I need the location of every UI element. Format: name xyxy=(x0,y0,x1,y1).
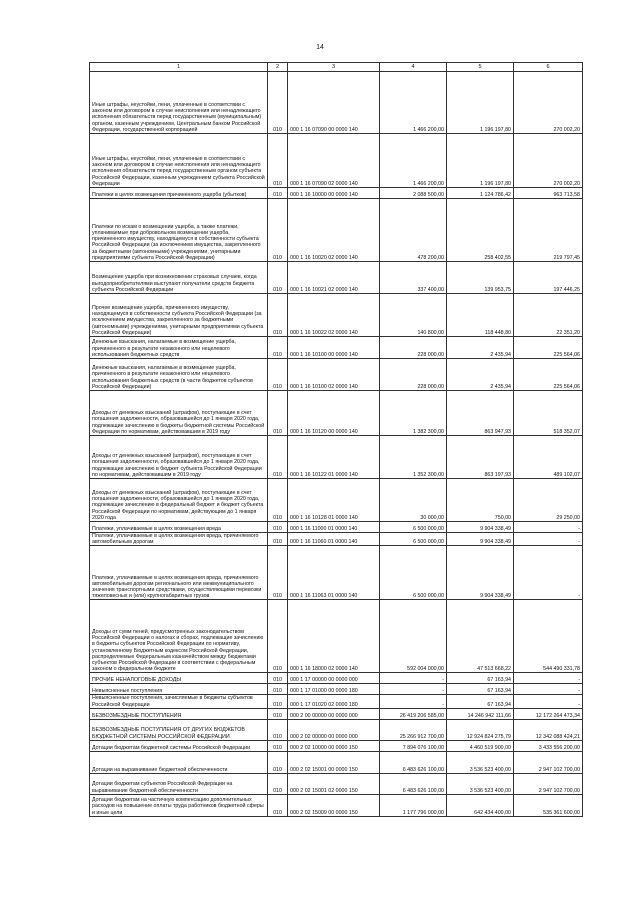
table-row xyxy=(90,740,583,751)
row-kbk: 000 1 16 07090 00 0000 140 xyxy=(288,72,380,134)
row-code: 010 xyxy=(268,199,288,262)
row-name: Доходы от денежных взысканий (штрафов), поступающие в счет погашения задолженности, образовавшейся до 1 января 2020 года, подлежащие зачислению в бюджет субъекта Российской Федерации по нормативам, действовавшим в 2019 году xyxy=(90,436,268,479)
row-fact: 14 246 942 111,66 xyxy=(447,708,514,719)
table-row xyxy=(90,684,583,695)
row-fact: 2 435,94 xyxy=(447,359,514,391)
column-number: 5 xyxy=(447,63,514,72)
row-kbk: 000 1 17 01020 02 0000 180 xyxy=(288,695,380,708)
row-name: Иные штрафы, неустойки, пени, уплаченные в соответствии с законом или договором в случае неисполнения или ненадлежащего исполнения обязательств перед государственным органом субъекта Российской Федерации, казенным учреждением субъекта Российской Федерации xyxy=(90,134,268,188)
row-kbk: 000 1 17 01000 00 0000 180 xyxy=(288,684,380,695)
row-code: 010 xyxy=(268,262,288,294)
row-name: Невыясненные поступления, зачисляемые в бюджеты субъектов Российской Федерации xyxy=(90,695,268,708)
row-kbk: 000 1 16 07090 02 0000 140 xyxy=(288,134,380,188)
column-number-row xyxy=(90,63,583,72)
row-code: 010 xyxy=(268,684,288,695)
column-number: 1 xyxy=(90,63,268,72)
table-row xyxy=(90,262,583,294)
row-plan: - xyxy=(380,673,447,684)
row-name: Платежи, уплачиваемые в целях возмещения вреда, причиняемого автомобильным дорогам xyxy=(90,533,268,546)
row-rest: 2 947 102 700,00 xyxy=(514,773,583,794)
row-rest: - xyxy=(514,522,583,533)
row-fact: 9 904 338,49 xyxy=(447,522,514,533)
row-name: Дотации на выравнивание бюджетной обеспеченности xyxy=(90,751,268,773)
row-kbk: 000 1 17 00000 00 0000 000 xyxy=(288,673,380,684)
table-row xyxy=(90,479,583,522)
row-rest: 535 361 600,00 xyxy=(514,794,583,816)
row-rest: 544 490 331,78 xyxy=(514,600,583,673)
row-rest: 225 564,06 xyxy=(514,359,583,391)
column-number: 3 xyxy=(288,63,380,72)
row-fact: 3 536 523 400,00 xyxy=(447,751,514,773)
row-kbk: 000 1 16 10022 02 0000 140 xyxy=(288,294,380,337)
row-plan: 6 500 000,00 xyxy=(380,533,447,546)
row-kbk: 000 1 16 10128 01 0000 140 xyxy=(288,479,380,522)
column-number: 6 xyxy=(514,63,583,72)
row-name: Дотации бюджетам субъектов Российской Федерации на выравнивание бюджетной обеспеченности xyxy=(90,773,268,794)
row-code: 010 xyxy=(268,773,288,794)
row-code: 010 xyxy=(268,134,288,188)
row-name: Иные штрафы, неустойки, пени, уплаченные в соответствии с законом или договором в случае неисполнения или ненадлежащего исполнения обязательств перед государственным (муниципальным) органом, казенным учреждением, Центральным банком Российской Федерации, государственной корпорацией xyxy=(90,72,268,134)
table-row xyxy=(90,773,583,794)
row-plan: 1 382 300,00 xyxy=(380,391,447,436)
row-name: Денежные взыскания, налагаемые в возмещение ущерба, причиненного в результате незаконного или нецелевого использования бюджетных средств (в части бюджетов субъектов Российской Федерации) xyxy=(90,359,268,391)
row-code: 010 xyxy=(268,600,288,673)
row-code: 010 xyxy=(268,188,288,199)
row-fact: 139 953,75 xyxy=(447,262,514,294)
row-plan: 6 500 000,00 xyxy=(380,546,447,600)
row-plan: 228 000,00 xyxy=(380,337,447,359)
row-plan: 25 266 912 700,00 xyxy=(380,719,447,740)
row-fact: 67 163,94 xyxy=(447,684,514,695)
row-rest: 197 446,25 xyxy=(514,262,583,294)
row-code: 010 xyxy=(268,794,288,816)
table-row xyxy=(90,533,583,546)
row-plan: 1 466 200,00 xyxy=(380,134,447,188)
row-plan: - xyxy=(380,695,447,708)
row-fact: 642 434 400,00 xyxy=(447,794,514,816)
row-fact: 1 196 197,80 xyxy=(447,72,514,134)
table-row xyxy=(90,522,583,533)
row-name: Платежи по искам о возмещении ущерба, а также платежи, уплачиваемые при добровольном возмещении ущерба, причиненного имуществу, находящемуся в собственности субъекта Российской Федерации (за исключением имущества, закрепленного за бюджетными (автономными) учреждениями, унитарными предприятиями субъекта Российской Федерации) xyxy=(90,199,268,262)
row-plan: 140 800,00 xyxy=(380,294,447,337)
row-plan: 1 466 200,00 xyxy=(380,72,447,134)
row-name: БЕЗВОЗМЕЗДНЫЕ ПОСТУПЛЕНИЯ ОТ ДРУГИХ БЮДЖЕТОВ БЮДЖЕТНОЙ СИСТЕМЫ РОССИЙСКОЙ ФЕДЕРАЦИИ xyxy=(90,719,268,740)
row-rest: 518 352,07 xyxy=(514,391,583,436)
row-rest: - xyxy=(514,673,583,684)
table-row xyxy=(90,695,583,708)
row-name: Доходы от денежных взысканий (штрафов), поступающие в счет погашения задолженности, образовавшейся до 1 января 2020 года, подлежащие зачислению в федеральный бюджет и бюджет субъекта Российской Федерации по нормативам, действующим до 1 января 2020 года xyxy=(90,479,268,522)
row-fact: 863 197,93 xyxy=(447,436,514,479)
table-row xyxy=(90,600,583,673)
row-plan: 6 483 626 100,00 xyxy=(380,751,447,773)
row-rest: 270 002,20 xyxy=(514,134,583,188)
row-kbk: 000 1 16 10020 02 0000 140 xyxy=(288,199,380,262)
row-kbk: 000 2 00 00000 00 0000 000 xyxy=(288,708,380,719)
row-plan: 592 004 000,00 xyxy=(380,600,447,673)
column-number: 4 xyxy=(380,63,447,72)
row-name: Доходы от сумм пеней, предусмотренных законодательством Российской Федерации о налогах и сборах, подлежащие зачислению в бюджеты субъектов Российской Федерации по нормативу, установленному Бюджетным кодексом Российской Федерации, распределяемые Федеральным казначейством между бюджетами субъектов Российской Федерации в соответствии с федеральным законом о федеральном бюджете xyxy=(90,600,268,673)
table-row xyxy=(90,391,583,436)
table-row xyxy=(90,134,583,188)
row-kbk: 000 1 16 11060 01 0000 140 xyxy=(288,533,380,546)
row-fact: 118 448,80 xyxy=(447,294,514,337)
revenue-table xyxy=(89,62,583,817)
row-fact: 67 163,94 xyxy=(447,695,514,708)
row-code: 010 xyxy=(268,479,288,522)
row-code: 010 xyxy=(268,695,288,708)
row-code: 010 xyxy=(268,337,288,359)
row-rest: - xyxy=(514,684,583,695)
column-number: 2 xyxy=(268,63,288,72)
row-kbk: 000 1 16 11000 01 0000 140 xyxy=(288,522,380,533)
row-fact: 2 435,94 xyxy=(447,337,514,359)
row-kbk: 000 1 16 10021 02 0000 140 xyxy=(288,262,380,294)
row-kbk: 000 1 16 10100 00 0000 140 xyxy=(288,337,380,359)
row-kbk: 000 1 16 10120 00 0000 140 xyxy=(288,391,380,436)
table-row xyxy=(90,359,583,391)
row-fact: 67 163,94 xyxy=(447,673,514,684)
row-code: 010 xyxy=(268,708,288,719)
row-name: Платежи в целях возмещения причиненного ущерба (убытков) xyxy=(90,188,268,199)
row-fact: 9 904 338,49 xyxy=(447,546,514,600)
row-plan: 26 419 206 585,00 xyxy=(380,708,447,719)
row-code: 010 xyxy=(268,522,288,533)
row-name: Дотации бюджетам на частичную компенсацию дополнительных расходов на повышение оплаты труда работников бюджетной сферы и иные цели xyxy=(90,794,268,816)
table-row xyxy=(90,188,583,199)
row-fact: 47 513 668,22 xyxy=(447,600,514,673)
table-row xyxy=(90,337,583,359)
row-rest: 29 250,00 xyxy=(514,479,583,522)
row-code: 010 xyxy=(268,719,288,740)
row-code: 010 xyxy=(268,359,288,391)
table-row xyxy=(90,708,583,719)
row-name: Возмещение ущерба при возникновении страховых случаев, когда выгодоприобретателями выступают получатели средств бюджета субъекта Российской Федерации xyxy=(90,262,268,294)
row-kbk: 000 2 02 15001 00 0000 150 xyxy=(288,751,380,773)
row-code: 010 xyxy=(268,436,288,479)
row-kbk: 000 2 02 00000 00 0000 000 xyxy=(288,719,380,740)
row-name: Дотации бюджетам бюджетной системы Российской Федерации xyxy=(90,740,268,751)
row-fact: 750,00 xyxy=(447,479,514,522)
row-code: 010 xyxy=(268,673,288,684)
row-rest: 219 797,45 xyxy=(514,199,583,262)
row-name: Невыясненные поступления xyxy=(90,684,268,695)
row-fact: 4 460 519 900,00 xyxy=(447,740,514,751)
row-fact: 1 196 197,80 xyxy=(447,134,514,188)
row-code: 010 xyxy=(268,546,288,600)
row-rest: 489 102,07 xyxy=(514,436,583,479)
row-kbk: 000 1 16 18000 02 0000 140 xyxy=(288,600,380,673)
row-kbk: 000 1 16 10100 02 0000 140 xyxy=(288,359,380,391)
row-kbk: 000 2 02 15009 00 0000 150 xyxy=(288,794,380,816)
row-rest: 12 172 264 473,34 xyxy=(514,708,583,719)
row-kbk: 000 1 16 11063 01 0000 140 xyxy=(288,546,380,600)
row-kbk: 000 1 16 10122 01 0000 140 xyxy=(288,436,380,479)
row-fact: 1 124 786,42 xyxy=(447,188,514,199)
row-name: Прочее возмещение ущерба, причиненного имуществу, находящемуся в собственности субъекта Российской Федерации (за исключением имущества, закрепленного за бюджетными (автономными) учреждениями, унитарными предприятиями субъекта Российской Федерации) xyxy=(90,294,268,337)
table-row xyxy=(90,751,583,773)
row-rest: 22 351,20 xyxy=(514,294,583,337)
row-plan: 1 352 300,00 xyxy=(380,436,447,479)
row-kbk: 000 1 16 10000 00 0000 140 xyxy=(288,188,380,199)
row-fact: 258 402,55 xyxy=(447,199,514,262)
row-plan: 337 400,00 xyxy=(380,262,447,294)
row-plan: 478 200,00 xyxy=(380,199,447,262)
row-plan: 6 483 626 100,00 xyxy=(380,773,447,794)
table-row xyxy=(90,294,583,337)
table-row xyxy=(90,673,583,684)
row-fact: 3 536 523 400,00 xyxy=(447,773,514,794)
row-code: 010 xyxy=(268,751,288,773)
table-row xyxy=(90,719,583,740)
row-name: Платежи, уплачиваемые в целях возмещения вреда xyxy=(90,522,268,533)
row-plan: 2 088 500,00 xyxy=(380,188,447,199)
row-fact: 12 924 824 275,79 xyxy=(447,719,514,740)
row-plan: 228 000,00 xyxy=(380,359,447,391)
table-row xyxy=(90,546,583,600)
row-plan: 6 500 000,00 xyxy=(380,522,447,533)
row-rest: 3 433 556 200,00 xyxy=(514,740,583,751)
row-rest: - xyxy=(514,533,583,546)
row-plan: - xyxy=(380,684,447,695)
page-number: 14 xyxy=(316,44,324,51)
row-rest: 2 947 102 700,00 xyxy=(514,751,583,773)
row-code: 010 xyxy=(268,740,288,751)
row-name: Денежные взыскания, налагаемые в возмещение ущерба, причиненного в результате незаконного или нецелевого использования бюджетных средств xyxy=(90,337,268,359)
row-rest: 270 002,20 xyxy=(514,72,583,134)
row-plan: 30 000,00 xyxy=(380,479,447,522)
table-row xyxy=(90,199,583,262)
table-row xyxy=(90,794,583,816)
row-rest: 225 564,06 xyxy=(514,337,583,359)
row-kbk: 000 2 02 10000 00 0000 150 xyxy=(288,740,380,751)
row-code: 010 xyxy=(268,72,288,134)
table-row xyxy=(90,72,583,134)
row-name: ПРОЧИЕ НЕНАЛОГОВЫЕ ДОХОДЫ xyxy=(90,673,268,684)
row-name: Доходы от денежных взысканий (штрафов), поступающие в счет погашения задолженности, образовавшейся до 1 января 2020 года, подлежащие зачислению в бюджеты бюджетной системы Российской Федерации по нормативам, действовавшим в 2019 году xyxy=(90,391,268,436)
row-code: 010 xyxy=(268,391,288,436)
row-fact: 9 904 338,49 xyxy=(447,533,514,546)
row-plan: 7 894 076 100,00 xyxy=(380,740,447,751)
row-name: БЕЗВОЗМЕЗДНЫЕ ПОСТУПЛЕНИЯ xyxy=(90,708,268,719)
row-fact: 863 947,93 xyxy=(447,391,514,436)
row-name: Платежи, уплачиваемые в целях возмещения вреда, причиняемого автомобильным дорогам регионального или межмуниципального значения транспортными средствами, осуществляющими перевозки тяжеловесных и (или) крупногабаритных грузов xyxy=(90,546,268,600)
row-rest: 12 342 088 424,21 xyxy=(514,719,583,740)
row-rest: - xyxy=(514,695,583,708)
row-kbk: 000 2 02 15001 02 0000 150 xyxy=(288,773,380,794)
row-code: 010 xyxy=(268,533,288,546)
table-row xyxy=(90,436,583,479)
row-rest: 963 713,58 xyxy=(514,188,583,199)
row-rest: - xyxy=(514,546,583,600)
row-plan: 1 177 796 000,00 xyxy=(380,794,447,816)
row-code: 010 xyxy=(268,294,288,337)
